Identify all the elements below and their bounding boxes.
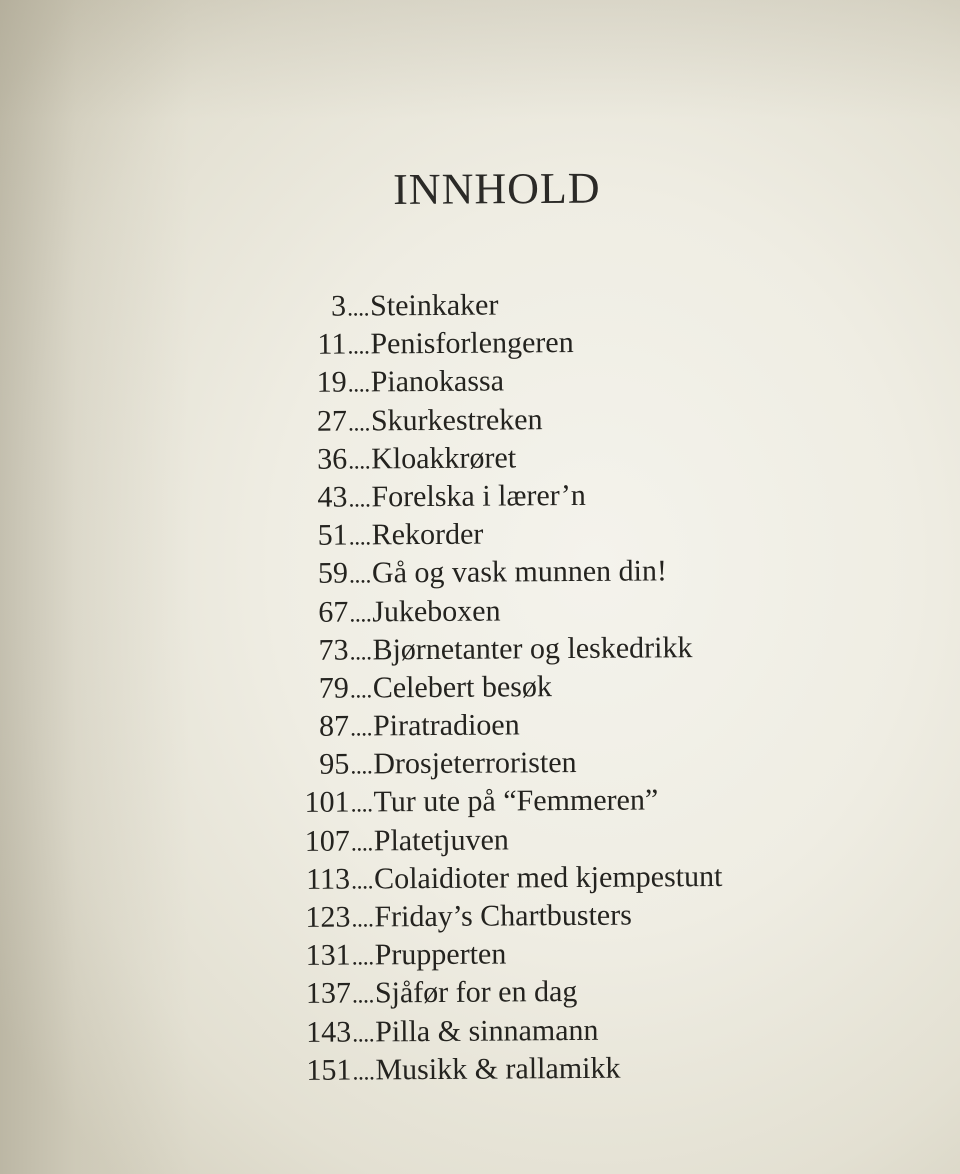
toc-leader-dots: .... bbox=[351, 944, 374, 971]
toc-chapter-title: Drosjeterroristen bbox=[373, 746, 577, 781]
toc-chapter-title: Jukeboxen bbox=[372, 593, 501, 628]
toc-entry bbox=[289, 974, 809, 1016]
toc-page-number: 123 bbox=[305, 900, 351, 934]
toc-chapter-title: Celebert besøk bbox=[372, 670, 552, 705]
toc-entry bbox=[289, 1012, 809, 1054]
toc-entry bbox=[288, 821, 808, 863]
toc-entry bbox=[289, 1050, 809, 1092]
toc-leader-dots: .... bbox=[347, 295, 370, 322]
toc-chapter-title: Penisforlengeren bbox=[370, 326, 574, 361]
toc-entry bbox=[289, 936, 809, 978]
toc-entry bbox=[284, 286, 804, 328]
toc-entry bbox=[286, 630, 806, 672]
toc-leader-dots: .... bbox=[352, 1020, 375, 1048]
toc-leader-dots: .... bbox=[351, 906, 374, 933]
page-gutter-shadow bbox=[0, 0, 190, 1174]
toc-leader-dots: .... bbox=[351, 868, 374, 895]
toc-page-number: 131 bbox=[305, 938, 351, 973]
toc-leader-dots: .... bbox=[348, 562, 372, 589]
toc-leader-dots: .... bbox=[348, 486, 371, 513]
toc-leader-dots: .... bbox=[349, 600, 372, 628]
toc-entry bbox=[287, 745, 807, 787]
toc-chapter-title: Forelska i lærer’n bbox=[371, 478, 586, 514]
toc-page-number: 36 bbox=[317, 442, 348, 476]
toc-chapter-title: Tur ute på “Femmeren” bbox=[373, 783, 659, 819]
toc-entry bbox=[287, 706, 807, 748]
toc-leader-dots: .... bbox=[349, 715, 373, 742]
toc-entry bbox=[286, 515, 806, 557]
toc-page-number: 11 bbox=[317, 327, 347, 361]
toc-chapter-title: Colaidioter med kjempestunt bbox=[373, 859, 723, 896]
toc-chapter-title: Gå og vask munnen din! bbox=[371, 554, 668, 590]
page-top-shadow bbox=[0, 0, 960, 120]
toc-chapter-title: Pilla & sinnamann bbox=[375, 1013, 599, 1048]
toc-leader-dots: .... bbox=[350, 791, 373, 818]
toc-page-number: 107 bbox=[304, 824, 350, 858]
toc-page-number: 113 bbox=[306, 862, 351, 896]
toc-leader-dots: .... bbox=[349, 639, 372, 666]
table-of-contents bbox=[284, 286, 810, 1092]
toc-entry bbox=[287, 783, 807, 825]
toc-entry bbox=[284, 325, 804, 367]
toc-page-number: 67 bbox=[318, 595, 349, 629]
toc-chapter-title: Rekorder bbox=[371, 517, 484, 552]
toc-chapter-title: Platetjuven bbox=[373, 823, 509, 858]
toc-chapter-title: Friday’s Chartbusters bbox=[374, 898, 632, 934]
toc-entry bbox=[286, 592, 806, 634]
toc-entry bbox=[287, 668, 807, 710]
toc-page-number: 3 bbox=[330, 289, 347, 323]
toc-leader-dots: .... bbox=[352, 1059, 375, 1086]
toc-chapter-title: Skurkestreken bbox=[370, 402, 543, 437]
toc-leader-dots: .... bbox=[351, 982, 375, 1009]
toc-page-number: 43 bbox=[317, 480, 348, 514]
toc-page-number: 59 bbox=[317, 556, 349, 591]
toc-entry bbox=[285, 401, 805, 443]
toc-page-number: 51 bbox=[317, 518, 348, 552]
toc-page-number: 137 bbox=[305, 976, 352, 1011]
toc-chapter-title: Bjørnetanter og leskedrikk bbox=[372, 630, 693, 667]
toc-page-number: 87 bbox=[318, 709, 350, 743]
toc-chapter-title: Prupperten bbox=[374, 937, 507, 972]
toc-chapter-title: Musikk & rallamikk bbox=[375, 1051, 621, 1087]
toc-entry bbox=[285, 477, 805, 519]
toc-leader-dots: .... bbox=[350, 830, 373, 857]
toc-page-number: 151 bbox=[306, 1053, 352, 1087]
toc-chapter-title: Steinkaker bbox=[369, 288, 499, 323]
toc-page-number: 73 bbox=[318, 633, 349, 667]
toc-page-number: 143 bbox=[306, 1015, 352, 1049]
toc-page-number: 79 bbox=[318, 671, 349, 705]
toc-chapter-title: Kloakkrøret bbox=[371, 441, 517, 476]
toc-entry bbox=[285, 363, 805, 405]
toc-entry bbox=[288, 897, 808, 939]
toc-leader-dots: .... bbox=[348, 448, 371, 475]
toc-leader-dots: .... bbox=[348, 524, 371, 551]
toc-chapter-title: Pianokassa bbox=[370, 364, 505, 399]
toc-leader-dots: .... bbox=[350, 753, 373, 780]
toc-entry bbox=[288, 859, 808, 901]
toc-entry bbox=[285, 439, 805, 481]
page-title: INNHOLD bbox=[393, 163, 601, 214]
toc-entry bbox=[286, 554, 806, 596]
toc-leader-dots: .... bbox=[347, 333, 370, 360]
toc-page-number: 101 bbox=[304, 785, 350, 820]
toc-page-number: 27 bbox=[316, 404, 348, 438]
toc-leader-dots: .... bbox=[347, 409, 371, 437]
toc-chapter-title: Piratradioen bbox=[372, 708, 520, 743]
toc-leader-dots: .... bbox=[349, 677, 372, 704]
toc-leader-dots: .... bbox=[347, 371, 370, 398]
toc-chapter-title: Sjåfør for en dag bbox=[374, 975, 578, 1010]
toc-page-number: 95 bbox=[319, 747, 350, 782]
toc-page-number: 19 bbox=[316, 365, 347, 400]
